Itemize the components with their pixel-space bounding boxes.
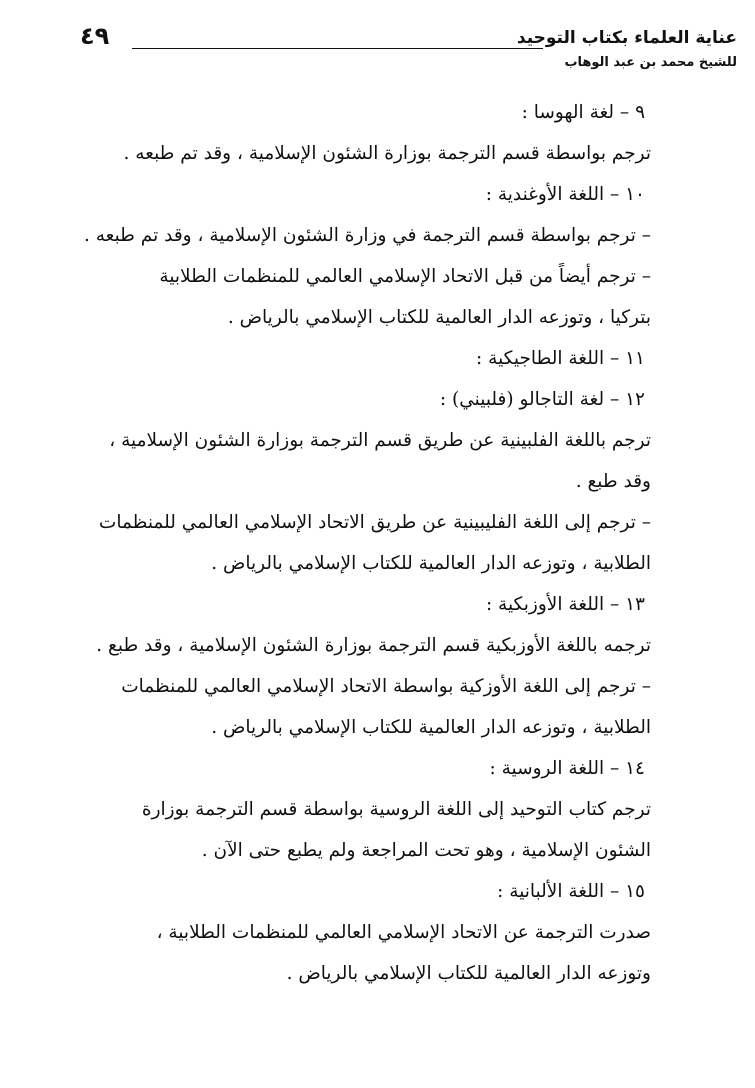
paragraph-line: – ترجم بواسطة قسم الترجمة في وزارة الشئون الإسلامية ، وقد تم طبعه . xyxy=(83,225,651,246)
paragraph xyxy=(68,256,651,338)
page-number: ٤٩ xyxy=(80,22,110,50)
paragraph-line: – ترجم إلى اللغة الفليبينية عن طريق الاتحاد الإسلامي العالمي للمنظمات xyxy=(98,512,651,533)
paragraph xyxy=(68,789,651,871)
body-text xyxy=(68,92,651,994)
paragraph-line: صدرت الترجمة عن الاتحاد الإسلامي العالمي للمنظمات الطلابية ، xyxy=(156,922,651,943)
paragraph-line: وتوزعه الدار العالمية للكتاب الإسلامي بالرياض . xyxy=(286,963,651,984)
paragraph-line: الطلابية ، وتوزعه الدار العالمية للكتاب الإسلامي بالرياض . xyxy=(211,553,651,574)
paragraph xyxy=(68,420,651,502)
section-heading xyxy=(68,584,651,625)
paragraph-line: – ترجم أيضاً من قبل الاتحاد الإسلامي العالمي للمنظمات الطلابية xyxy=(159,266,651,287)
section-heading xyxy=(68,379,651,420)
heading-line: ١٣ – اللغة الأوزبكية : xyxy=(485,594,645,615)
paragraph xyxy=(68,666,651,748)
paragraph-line: – ترجم إلى اللغة الأوزكية بواسطة الاتحاد الإسلامي العالمي للمنظمات xyxy=(121,676,651,697)
section-heading xyxy=(68,871,651,912)
paragraph xyxy=(68,133,651,174)
section-heading xyxy=(68,174,651,215)
section-heading xyxy=(68,748,651,789)
paragraph-line: ترجم باللغة الفلبينية عن طريق قسم الترجمة بوزارة الشئون الإسلامية ، xyxy=(109,430,651,451)
heading-line: ١٢ – لغة التاجالو (فلبيني) : xyxy=(439,389,645,410)
paragraph-line: ترجم بواسطة قسم الترجمة بوزارة الشئون الإسلامية ، وقد تم طبعه . xyxy=(123,143,651,164)
paragraph xyxy=(68,625,651,666)
header-rule xyxy=(132,48,543,49)
paragraph xyxy=(68,912,651,994)
paragraph-line: ترجمه باللغة الأوزبكية قسم الترجمة بوزارة الشئون الإسلامية ، وقد طبع . xyxy=(96,635,651,656)
heading-line: ١٥ – اللغة الألبانية : xyxy=(497,881,645,902)
heading-line: ١٤ – اللغة الروسية : xyxy=(489,758,645,779)
section-heading xyxy=(68,92,651,133)
paragraph-line: الطلابية ، وتوزعه الدار العالمية للكتاب الإسلامي بالرياض . xyxy=(211,717,651,738)
paragraph xyxy=(68,502,651,584)
heading-line: ٩ – لغة الهوسا : xyxy=(521,102,645,123)
paragraph-line: الشئون الإسلامية ، وهو تحت المراجعة ولم يطبع حتى الآن . xyxy=(201,840,651,861)
heading-line: ١١ – اللغة الطاجيكية : xyxy=(476,348,645,369)
section-heading xyxy=(68,338,651,379)
paragraph-line: بتركيا ، وتوزعه الدار العالمية للكتاب الإسلامي بالرياض . xyxy=(227,307,651,328)
paragraph-line: ترجم كتاب التوحيد إلى اللغة الروسية بواسطة قسم الترجمة بوزارة xyxy=(141,799,651,820)
paragraph-line: وقد طبع . xyxy=(575,471,651,492)
running-header-author: للشيخ محمد بن عبد الوهاب xyxy=(564,55,737,70)
running-header-title: عناية العلماء بكتاب التوحيد xyxy=(516,28,737,48)
heading-line: ١٠ – اللغة الأوغندية : xyxy=(485,184,645,205)
paragraph xyxy=(68,215,651,256)
